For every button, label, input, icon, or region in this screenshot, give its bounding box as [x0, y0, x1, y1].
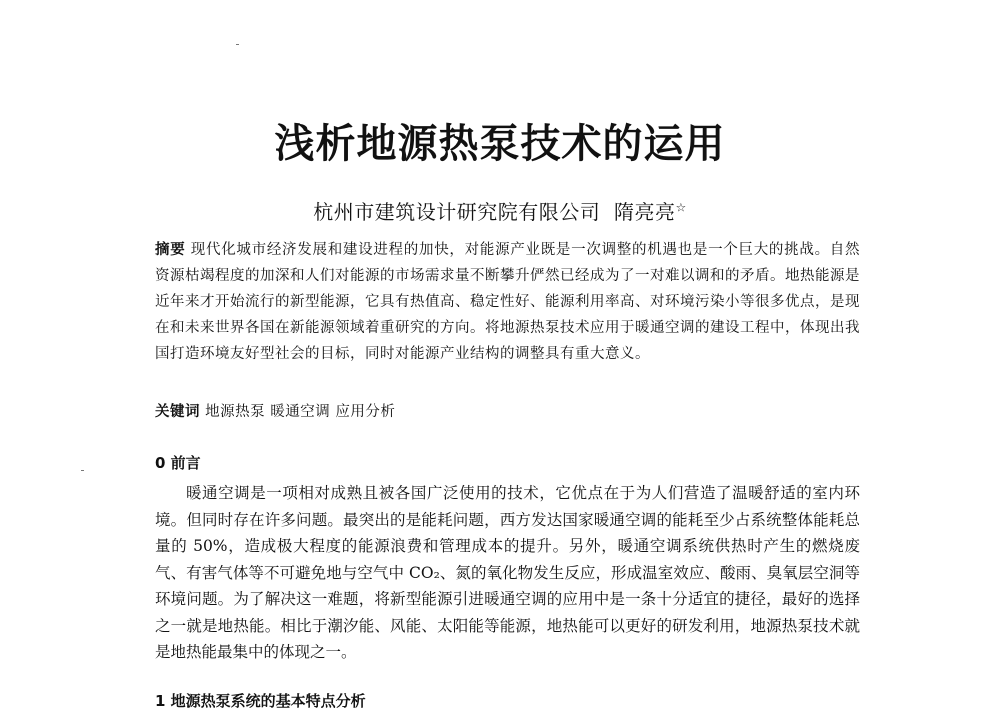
abstract	[155, 237, 860, 367]
author-name: 隋亮亮	[613, 200, 676, 224]
author-affiliation: 杭州市建筑设计研究院有限公司	[313, 200, 601, 224]
scan-speck	[81, 470, 84, 471]
author-line	[0, 196, 1000, 225]
abstract-label: 摘要	[155, 242, 186, 258]
section-heading-preface: 0 前言	[155, 454, 201, 472]
paper-title: 浅析地源热泵技术的运用	[274, 121, 726, 167]
author-marker: ☆	[675, 200, 687, 215]
preface-paragraph: 暖通空调是一项相对成熟且被各国广泛使用的技术，它优点在于为人们营造了温暖舒适的室内环境。但同时存在许多问题。最突出的是能耗问题，西方发达国家暖通空调的能耗至少占系统整体能耗总量的 50%，造成极大程度的能源浪费和管理成本的提升。另外，暖通空调系统供热时产生的燃烧废气、有害气体等不可避免地与空气中 CO₂、氮的氧化物发生反应，形成温室效应、酸雨、臭氧层空洞等环境问题。为了解决这一难题，将新型能源引进暖通空调的应用中是一条十分适宜的捷径，最好的选择之一就是地热能。相比于潮汐能、风能、太阳能等能源，地热能可以更好的研发利用，地源热泵技术就是地热能最集中的体现之一。	[155, 484, 860, 661]
keywords	[155, 399, 860, 425]
keywords-text: 地源热泵 暖通空调 应用分析	[205, 404, 396, 420]
section-heading-1: 1 地源热泵系统的基本特点分析	[155, 692, 366, 710]
scan-speck	[236, 44, 239, 45]
abstract-text: 现代化城市经济发展和建设进程的加快，对能源产业既是一次调整的机遇也是一个巨大的挑战。自然资源枯竭程度的加深和人们对能源的市场需求量不断攀升俨然已经成为了一对难以调和的矛盾。地热能源是近年来才开始流行的新型能源，它具有热值高、稳定性好、能源利用率高、对环境污染小等很多优点，是现在和未来世界各国在新能源领域着重研究的方向。将地源热泵技术应用于暖通空调的建设工程中，体现出我国打造环境友好型社会的目标，同时对能源产业结构的调整具有重大意义。	[155, 242, 861, 362]
keywords-label: 关键词	[155, 404, 200, 420]
